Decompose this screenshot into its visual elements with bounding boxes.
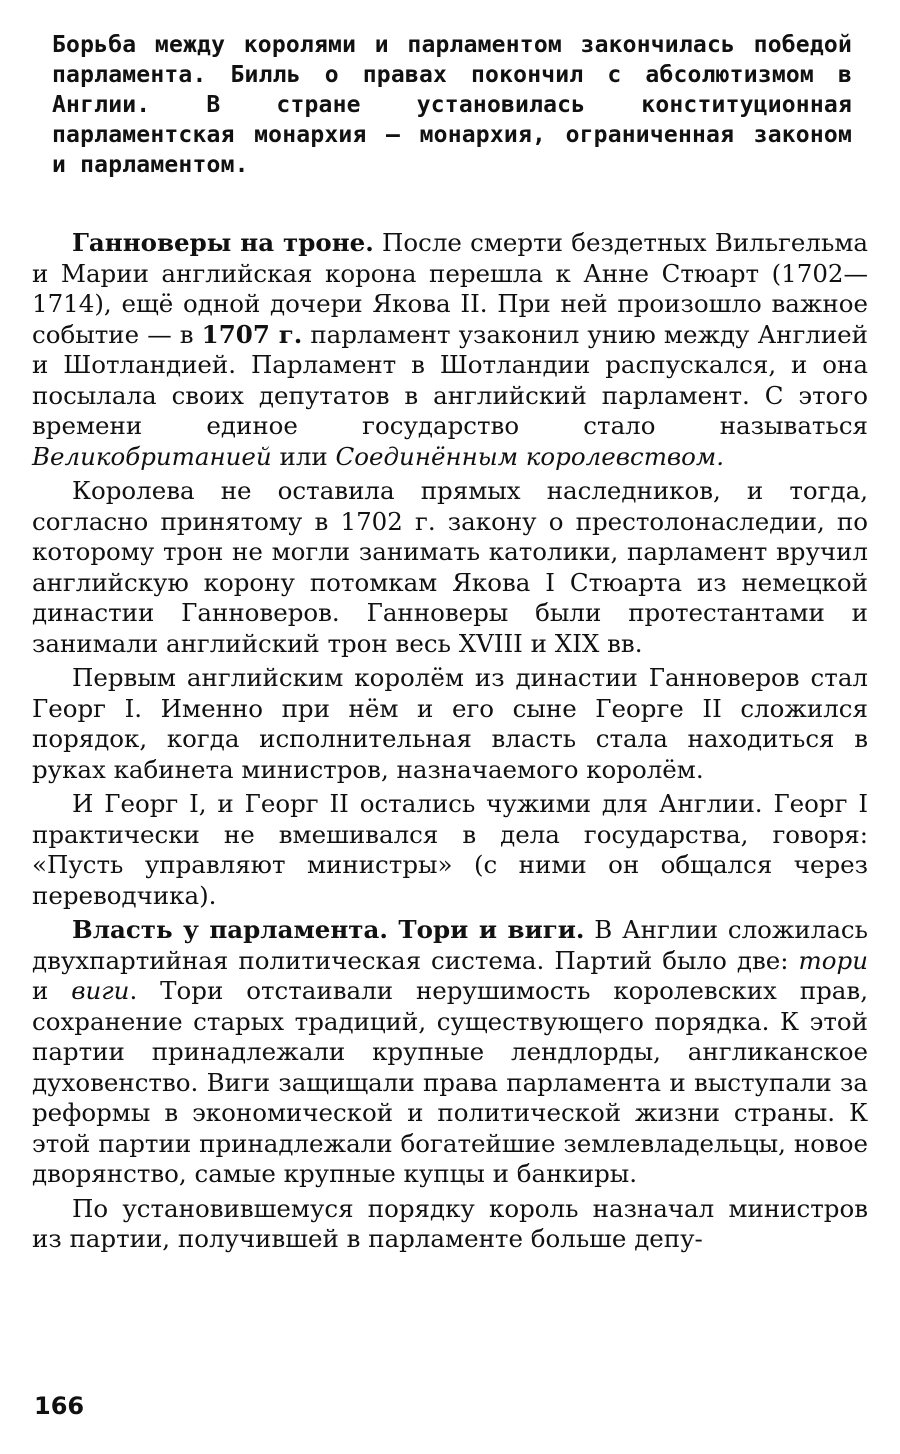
hanover-p1-text-b: парламент узаконил унию между Англией и Шотландией. Парламент в Шотландии распускался, и она посылала своих депутатов в английский парламент. С этого времени единое государство стало называться [32,319,869,440]
section-heading-hanover: Ганноверы на троне. [72,228,374,257]
term-great-britain: Великобританией [32,441,272,471]
term-whigs: виги [71,976,130,1005]
hanover-paragraph-2: Королева не оставила прямых наследников, и тогда, согласно принятому в 1702 г. закону о престолонаследии, по которому трон не могли занимать католики, парламент вручил английскую корону потомкам Якова I Стюарта из немецкой династии Ганноверов. Ганноверы были протестантами и занимали английский трон весь XVIII и XIX вв. [32,476,868,658]
parliament-paragraph-1 [32,915,868,1190]
parliament-p1-text-a: В Англии сложилась двухпартийная политическая система. Партий было две: [32,915,868,975]
section-heading-parliament: Власть у парламента. Тори и виги. [72,915,585,944]
term-tories: тори [798,945,868,975]
parliament-paragraph-2: По установившемуся порядку король назначал министров из партии, получившей в парламенте больше депу- [32,1193,868,1253]
term-united-kingdom: Соединённым королевством. [335,441,725,471]
lead-paragraph: Борьба между королями и парламентом закончилась победой парламента. Билль о правах покончил с абсолютизмом в Англии. В стране установилась конституционная парламентская монархия — монархия, ограниченная законом и парламентом. [52,32,852,178]
hanover-paragraph-4: И Георг I, и Георг II остались чужими для Англии. Георг I практически не вмешивался в дела государства, говоря: «Пусть управляют министры» (с ними он общался через переводчика). [32,789,868,910]
parliament-p1-text-b: . Тори отстаивали нерушимость королевских прав, сохранение старых традиций, существующего порядка. К этой партии принадлежали крупные лендлорды, англиканское духовенство. Виги защищали права парламента и выступали за реформы в экономической и политической жизни страны. К этой партии принадлежали богатейшие землевладельцы, новое дворянство, самые крупные купцы и банкиры. [32,976,868,1188]
main-text [32,228,868,1255]
hanover-paragraph-1 [32,228,868,472]
hanover-p1-text-a: После смерти бездетных Вильгельма и Марии английская корона перешла к Анне Стюарт (1702—1714), ещё одной дочери Якова II. При ней произошло важное событие — в [32,228,868,349]
parliament-p1-and: и [32,976,72,1005]
hanover-paragraph-3: Первым английским королём из династии Ганноверов стал Георг I. Именно при нём и его сыне Георге II сложился порядок, когда исполнительная власть стала находиться в руках кабинета министров, назначаемого королём. [32,663,868,784]
hanover-p1-or: или [271,441,336,471]
date-1707: 1707 г. [201,319,303,349]
page-number: 166 [34,1392,85,1420]
